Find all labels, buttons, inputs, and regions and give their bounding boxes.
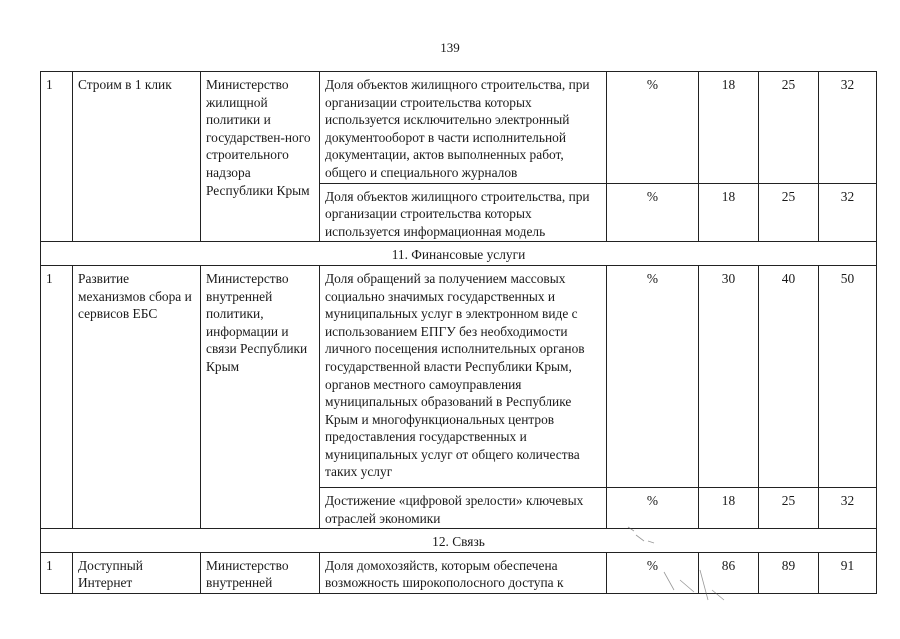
unit-cell: % (607, 72, 699, 184)
page-number: 139 (440, 40, 460, 55)
project-name: Развитие механизмов сбора и сервисов ЕБС (73, 265, 201, 528)
section-heading: 12. Связь (41, 529, 877, 553)
unit-cell: % (607, 183, 699, 242)
value-cell: 32 (819, 487, 877, 528)
table-row (41, 552, 877, 593)
row-number: 1 (41, 552, 73, 593)
table-row (41, 265, 877, 487)
value-cell: 25 (759, 183, 819, 242)
indicator-text: Доля домохозяйств, которым обеспечена возможность широкополосного доступа к (320, 552, 607, 593)
indicator-text: Достижение «цифровой зрелости» ключевых отраслей экономики (320, 487, 607, 528)
value-cell: 32 (819, 72, 877, 184)
indicators-table (40, 71, 877, 594)
value-cell: 86 (699, 552, 759, 593)
table-row (41, 72, 877, 184)
responsible-agency: Министерство внутренней политики, информации и связи Республики Крым (201, 265, 320, 528)
unit-cell: % (607, 552, 699, 593)
value-cell: 25 (759, 487, 819, 528)
row-number: 1 (41, 72, 73, 242)
unit-cell: % (607, 265, 699, 487)
unit-cell: % (607, 487, 699, 528)
indicator-text: Доля объектов жилищного строительства, при организации строительства которых используется информационная модель (320, 183, 607, 242)
value-cell: 18 (699, 183, 759, 242)
indicator-text: Доля объектов жилищного строительства, при организации строительства которых используется исключительно электронный документооборот в части исполнительной документации, актов выполненных работ, общего и специального журналов (320, 72, 607, 184)
project-name: Строим в 1 клик (73, 72, 201, 242)
row-number: 1 (41, 265, 73, 528)
section-heading: 11. Финансовые услуги (41, 242, 877, 266)
value-cell: 32 (819, 183, 877, 242)
value-cell: 25 (759, 72, 819, 184)
value-cell: 18 (699, 72, 759, 184)
responsible-agency: Министерство жилищной политики и государствен-ного строительного надзора Республики Крым (201, 72, 320, 242)
value-cell: 40 (759, 265, 819, 487)
indicator-text: Доля обращений за получением массовых социально значимых государственных и муниципальных услуг в электронном виде с использованием ЕПГУ без необходимости личного посещения исполнительных органов государственной власти Республики Крым, органов местного самоуправления муниципальных образований в Республике Крым и многофункциональных центров предоставления государственных и муниципальных услуг от общего количества таких услуг (320, 265, 607, 487)
project-name: Доступный Интернет (73, 552, 201, 593)
value-cell: 18 (699, 487, 759, 528)
value-cell: 91 (819, 552, 877, 593)
value-cell: 30 (699, 265, 759, 487)
value-cell: 50 (819, 265, 877, 487)
value-cell: 89 (759, 552, 819, 593)
responsible-agency: Министерство внутренней (201, 552, 320, 593)
section-row (41, 529, 877, 553)
section-row (41, 242, 877, 266)
